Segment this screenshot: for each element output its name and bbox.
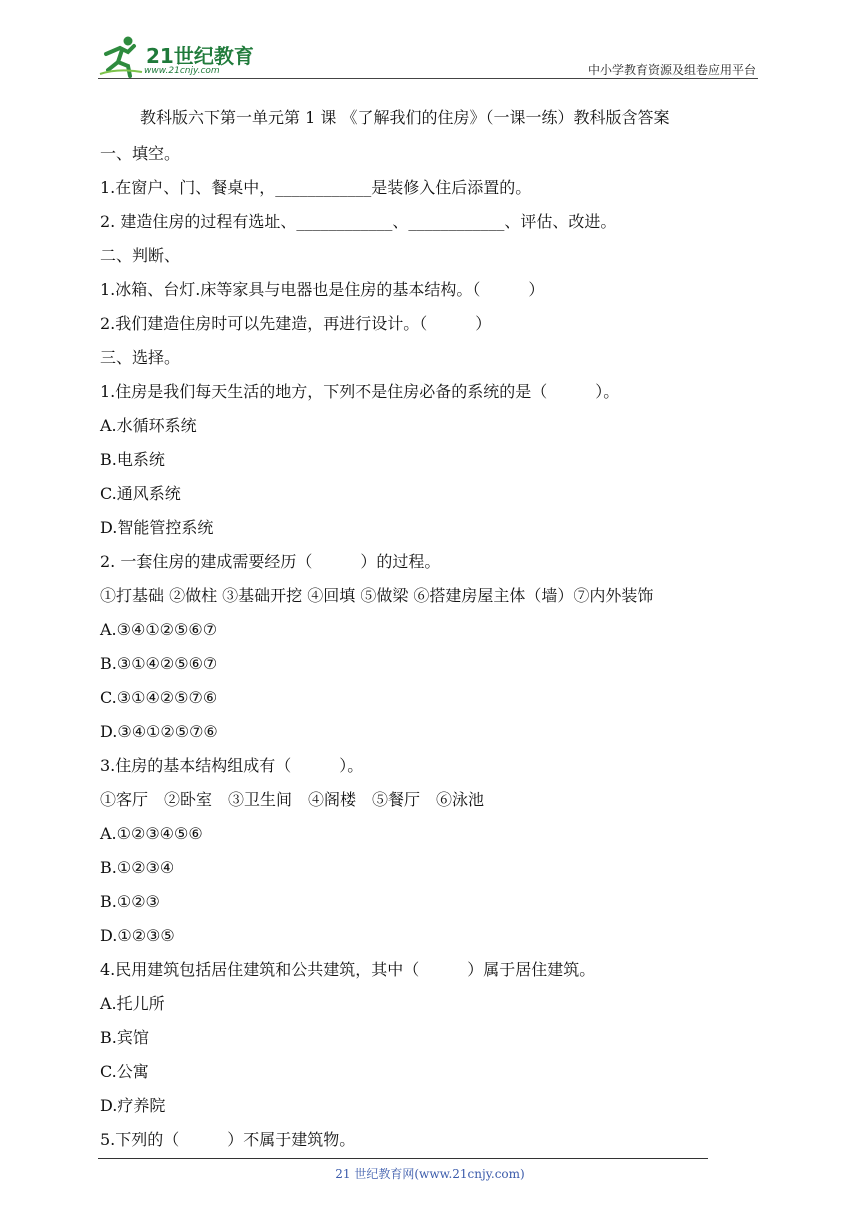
- question-line: 5.下列的（ ）不属于建筑物。: [100, 1130, 356, 1149]
- platform-name: 中小学教育资源及组卷应用平台: [587, 63, 756, 77]
- question-line: ①客厅 ②卧室 ③卫生间 ④阁楼 ⑤餐厅 ⑥泳池: [100, 790, 485, 809]
- question-line: 4.民用建筑包括居住建筑和公共建筑，其中（ ）属于居住建筑。: [100, 960, 596, 979]
- answer-option: A.托儿所: [100, 994, 165, 1013]
- answer-option: A.③④①②⑤⑥⑦: [100, 620, 218, 639]
- answer-option: D.①②③⑤: [100, 926, 175, 945]
- answer-option: D.③④①②⑤⑦⑥: [100, 722, 218, 741]
- page-footer[interactable]: 21 世纪教育网(www.21cnjy.com): [335, 1167, 525, 1181]
- site-logo: [98, 34, 258, 78]
- footer-divider: [98, 1158, 708, 1159]
- runner-logo-icon: [98, 34, 144, 78]
- answer-option: B.①②③: [100, 892, 160, 911]
- question-line: 3.住房的基本结构组成有（ ）。: [100, 756, 364, 775]
- header-divider: [98, 78, 758, 79]
- answer-option: D.疗养院: [100, 1096, 166, 1115]
- answer-option: B.宾馆: [100, 1028, 149, 1047]
- answer-option: B.电系统: [100, 450, 165, 469]
- answer-option: B.①②③④: [100, 858, 175, 877]
- answer-option: C.③①④②⑤⑦⑥: [100, 688, 218, 707]
- logo-text: 21世纪教育: [146, 44, 254, 68]
- answer-option: C.公寓: [100, 1062, 149, 1081]
- answer-option: A.水循环系统: [100, 416, 197, 435]
- question-line: 1.住房是我们每天生活的地方，下列不是住房必备的系统的是（ ）。: [100, 382, 620, 401]
- question-line: ①打基础 ②做柱 ③基础开挖 ④回填 ⑤做梁 ⑥搭建房屋主体（墙）⑦内外装饰: [100, 586, 654, 605]
- page-header: [98, 30, 758, 80]
- answer-option: B.③①④②⑤⑥⑦: [100, 654, 218, 673]
- document-title: 教科版六下第一单元第 1 课 《了解我们的住房》（一课一练）教科版含答案: [140, 108, 670, 127]
- answer-option: D.智能管控系统: [100, 518, 214, 537]
- section-heading: 二、判断、: [100, 246, 181, 265]
- question-line: 2.我们建造住房时可以先建造，再进行设计。（ ）: [100, 314, 492, 333]
- section-heading: 一、填空。: [100, 144, 181, 163]
- section-heading: 三、选择。: [100, 348, 181, 367]
- question-list: [100, 137, 750, 1157]
- answer-option: A.①②③④⑤⑥: [100, 824, 203, 843]
- question-line: 1.冰箱、台灯.床等家具与电器也是住房的基本结构。（ ）: [100, 280, 545, 299]
- question-line: 1.在窗户、门、餐桌中，____________是装修入住后添置的。: [100, 178, 532, 197]
- logo-url: www.21cnjy.com: [144, 66, 220, 76]
- question-line: 2. 建造住房的过程有选址、____________、____________、评估、改进。: [100, 212, 617, 231]
- answer-option: C.通风系统: [100, 484, 181, 503]
- question-line: 2. 一套住房的建成需要经历（ ）的过程。: [100, 552, 441, 571]
